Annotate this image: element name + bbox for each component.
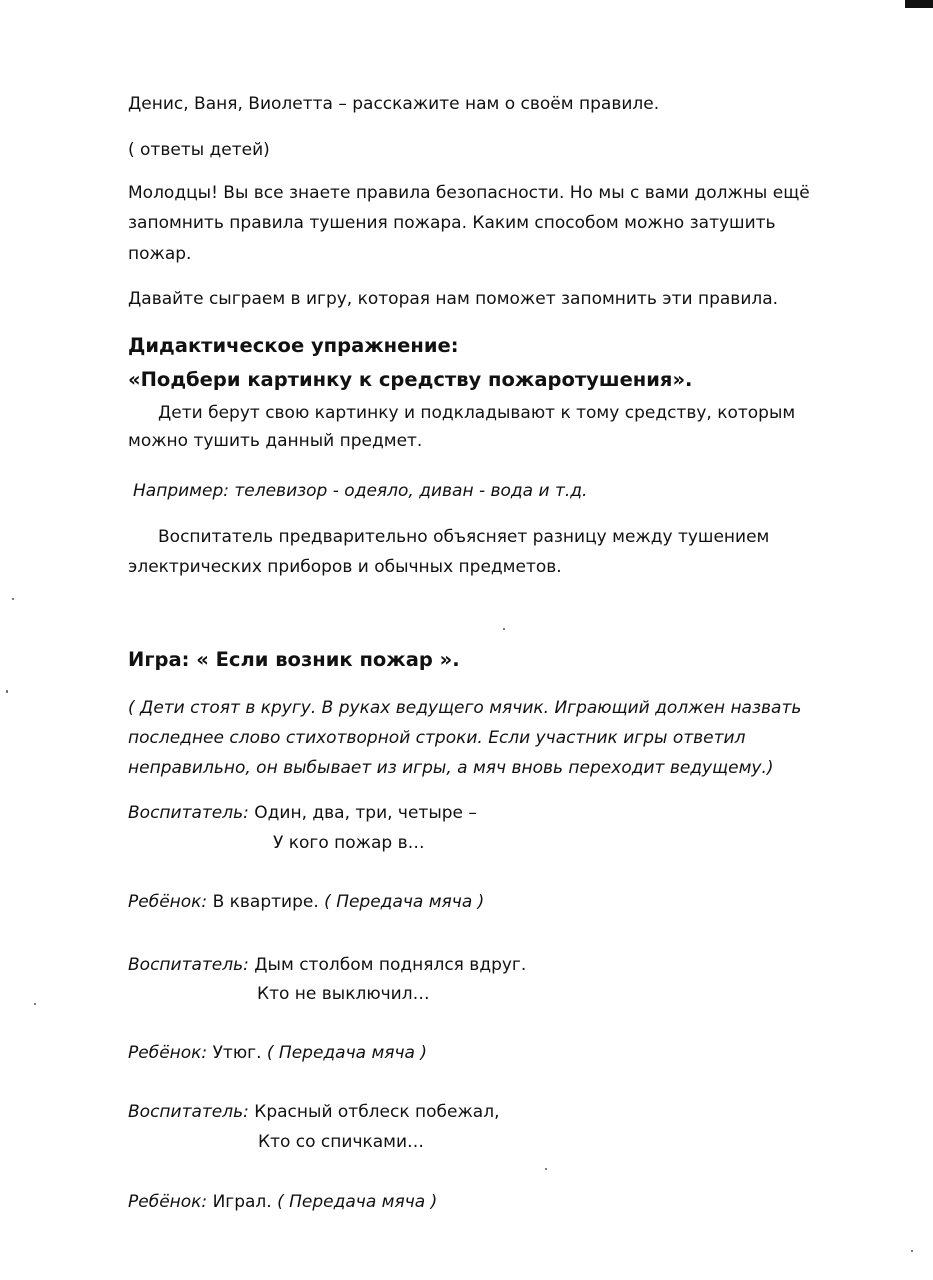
para3-line2: можно тушить данный предмет.: [128, 431, 423, 451]
game-desc-line2: последнее слово стихотворной строки. Если участник игры ответил: [128, 728, 746, 748]
intro-line: Денис, Ваня, Виолетта – расскажите нам о своём правиле.: [128, 94, 660, 114]
children-answers: ( ответы детей): [128, 140, 270, 160]
dialog-line-child: [128, 1043, 427, 1063]
para1-line1: Молодцы! Вы все знаете правила безопасности. Но мы с вами должны ещё: [128, 183, 810, 203]
para2: Давайте сыграем в игру, которая нам поможет запомнить эти правила.: [128, 289, 779, 309]
corner-mark: [905, 0, 933, 8]
dialog-continuation: У кого пожар в…: [273, 833, 425, 853]
scan-speck: [911, 1250, 913, 1252]
dialog-line-teacher: [128, 803, 477, 823]
dialog-continuation: Кто не выключил…: [257, 984, 430, 1004]
game-heading: Игра: « Если возник пожар ».: [128, 648, 460, 671]
example-line: Например: телевизор - одеяло, диван - вода и т.д.: [133, 481, 588, 501]
speech-text: Утюг.: [207, 1043, 267, 1063]
scan-speck: [34, 1003, 36, 1005]
scan-speck: [6, 690, 8, 693]
dialog-line-child: [128, 892, 484, 912]
para4-line1: Воспитатель предварительно объясняет разницу между тушением: [158, 527, 770, 547]
speech-text: Один, два, три, четыре –: [248, 803, 477, 823]
speaker-label: Воспитатель:: [128, 1102, 249, 1122]
speaker-label: Воспитатель:: [128, 803, 249, 823]
scan-speck: [503, 628, 505, 630]
speaker-label: Воспитатель:: [128, 955, 249, 975]
dialog-line-teacher: [128, 1102, 499, 1122]
speech-text: Красный отблеск побежал,: [248, 1102, 500, 1122]
stage-note: ( Передача мяча ): [277, 1192, 438, 1212]
scan-speck: [12, 598, 14, 600]
para4-line2: электрических приборов и обычных предметов.: [128, 557, 562, 577]
dialog-line-child: [128, 1192, 437, 1212]
speaker-label: Ребёнок:: [128, 1043, 208, 1063]
game-desc-line1: ( Дети стоят в кругу. В руках ведущего мячик. Играющий должен назвать: [128, 698, 802, 718]
speech-text: В квартире.: [207, 892, 325, 912]
stage-note: ( Передача мяча ): [266, 1043, 428, 1063]
speech-text: Дым столбом поднялся вдруг.: [248, 955, 527, 975]
para3-line1: Дети берут свою картинку и подкладывают к тому средству, которым: [158, 403, 796, 423]
speech-text: Играл.: [207, 1192, 278, 1212]
heading-exercise-title: «Подбери картинку к средству пожаротушения».: [128, 368, 693, 391]
para1-line2: запомнить правила тушения пожара. Каким способом можно затушить: [128, 213, 776, 233]
stage-note: ( Передача мяча ): [324, 892, 485, 912]
dialog-line-teacher: [128, 955, 526, 975]
game-desc-line3: неправильно, он выбывает из игры, а мяч вновь переходит ведущему.): [128, 758, 774, 778]
speaker-label: Ребёнок:: [128, 892, 208, 912]
dialog-continuation: Кто со спичками…: [258, 1132, 425, 1152]
heading-exercise: Дидактическое упражнение:: [128, 334, 459, 357]
para1-line3: пожар.: [128, 244, 192, 264]
speaker-label: Ребёнок:: [128, 1192, 208, 1212]
scan-speck: [545, 1168, 547, 1170]
